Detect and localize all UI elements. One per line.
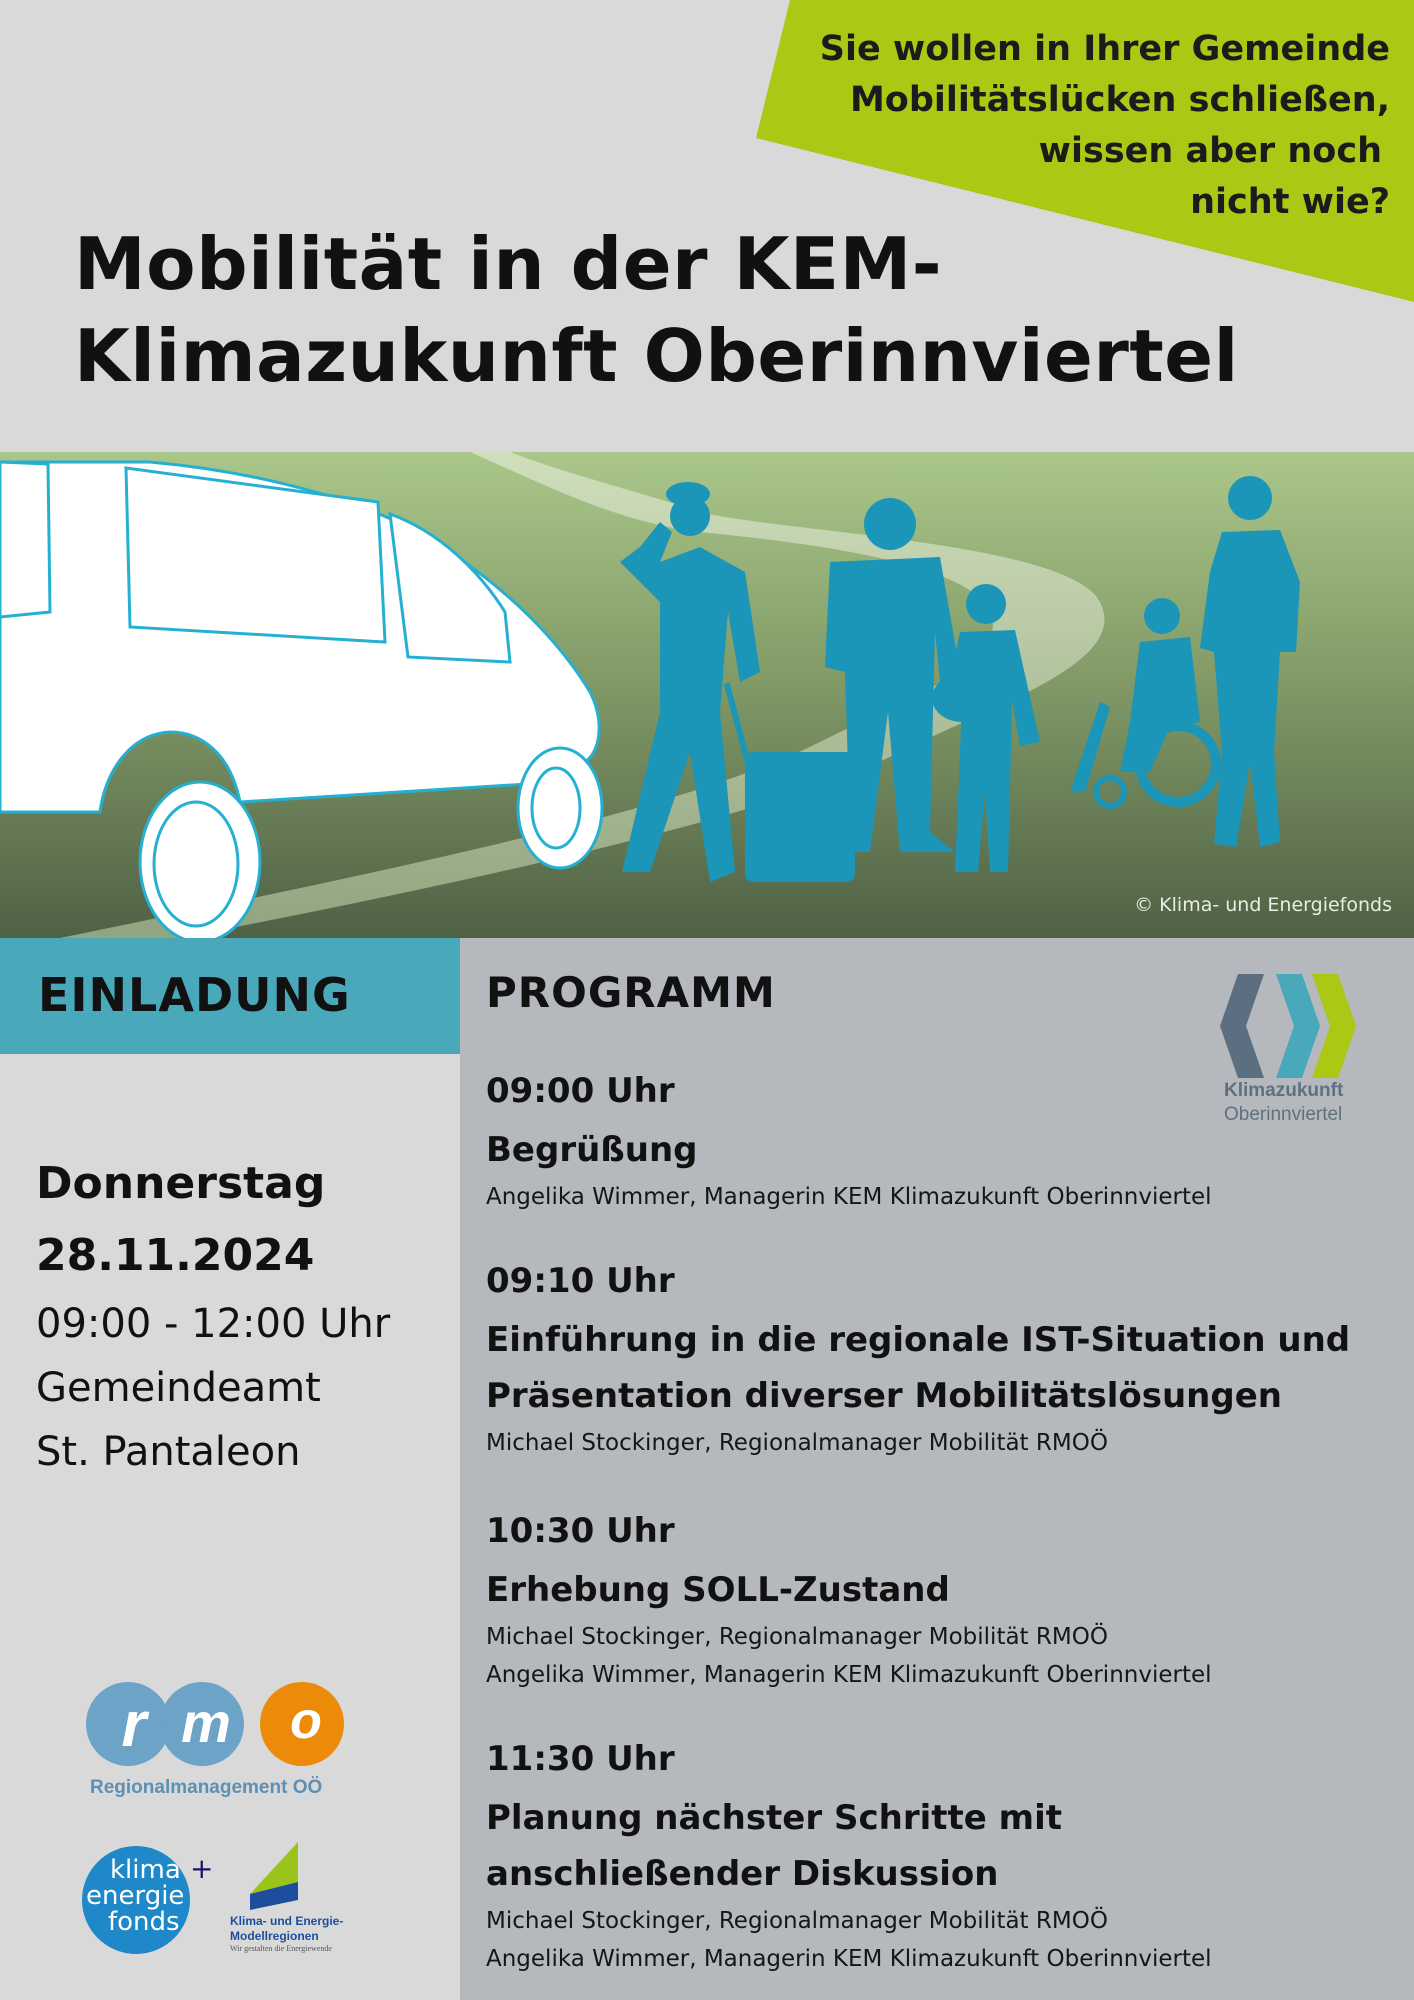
klimazukunft-logo-line-1: Klimazukunft bbox=[1224, 1080, 1344, 1101]
program-panel bbox=[460, 938, 1414, 2000]
event-location-line-1: Gemeindeamt bbox=[36, 1365, 321, 1411]
klima-word: klima bbox=[110, 1855, 181, 1885]
program-item-time: 09:00 Uhr bbox=[486, 1071, 675, 1111]
callout-line: wissen aber noch bbox=[1038, 131, 1382, 171]
image-copyright: © Klima- und Energiefonds bbox=[1134, 894, 1392, 916]
callout-line: Mobilitätslücken schließen, bbox=[849, 80, 1390, 120]
callout-text bbox=[750, 24, 1390, 228]
hero-scene bbox=[0, 452, 1414, 938]
program-item-topic: Präsentation diverser Mobilitätslösungen bbox=[486, 1376, 1282, 1416]
program-item-topic: Planung nächster Schritte mit bbox=[486, 1798, 1062, 1838]
program-item-speaker: Michael Stockinger, Regionalmanager Mobilität RMOÖ bbox=[486, 1624, 1108, 1650]
rmo-letter-m: m bbox=[181, 1691, 231, 1754]
program-item bbox=[486, 1508, 1396, 1694]
fonds-word: fonds bbox=[108, 1907, 180, 1937]
invitation-label-bar bbox=[0, 938, 460, 1054]
program-item-time: 11:30 Uhr bbox=[486, 1739, 675, 1779]
klimazukunft-logo bbox=[1220, 970, 1370, 1082]
klima-energie-fonds-logo bbox=[80, 1840, 220, 1960]
title-line-2: Klimazukunft Oberinnviertel bbox=[74, 314, 1239, 398]
program-item bbox=[486, 1068, 1396, 1216]
header bbox=[0, 0, 1414, 452]
event-location-line-2: St. Pantaleon bbox=[36, 1429, 301, 1475]
klima-plus: + bbox=[190, 1852, 214, 1885]
rmo-letter-r: r bbox=[121, 1688, 147, 1760]
kem-caption-2: Modellregionen bbox=[230, 1929, 319, 1943]
program-item-topic: anschließender Diskussion bbox=[486, 1854, 999, 1894]
program-item-topic: Begrüßung bbox=[486, 1130, 698, 1170]
rmo-letter-o: o bbox=[290, 1692, 322, 1750]
chevron-right-icon bbox=[1276, 974, 1320, 1078]
program-item-speaker: Michael Stockinger, Regionalmanager Mobilität RMOÖ bbox=[486, 1908, 1108, 1934]
kem-caption-1: Klima- und Energie- bbox=[230, 1914, 344, 1928]
event-day: Donnerstag bbox=[36, 1158, 326, 1209]
energie-word: energie bbox=[86, 1881, 185, 1911]
program-item bbox=[486, 1258, 1396, 1462]
invitation-label: EINLADUNG bbox=[38, 968, 351, 1022]
rmo-caption: Regionalmanagement OÖ bbox=[90, 1777, 323, 1798]
klimazukunft-logo-line-2: Oberinnviertel bbox=[1224, 1104, 1343, 1125]
program-item-speaker: Michael Stockinger, Regionalmanager Mobilität RMOÖ bbox=[486, 1430, 1108, 1456]
kem-caption-3: Wir gestalten die Energiewende bbox=[230, 1944, 332, 1953]
program-item bbox=[486, 1736, 1396, 1978]
program-item-speaker: Angelika Wimmer, Managerin KEM Klimazukunft Oberinnviertel bbox=[486, 1946, 1212, 1972]
page-title bbox=[74, 218, 1334, 402]
program-item-speaker: Angelika Wimmer, Managerin KEM Klimazukunft Oberinnviertel bbox=[486, 1184, 1212, 1210]
program-item-topic: Einführung in die regionale IST-Situation und bbox=[486, 1320, 1351, 1360]
program-item-time: 10:30 Uhr bbox=[486, 1511, 675, 1551]
hero-illustration bbox=[0, 452, 1414, 938]
program-item-time: 09:10 Uhr bbox=[486, 1261, 675, 1301]
program-item-topic: Erhebung SOLL-Zustand bbox=[486, 1570, 950, 1610]
program-item-speaker: Angelika Wimmer, Managerin KEM Klimazukunft Oberinnviertel bbox=[486, 1662, 1212, 1688]
event-time: 09:00 - 12:00 Uhr bbox=[36, 1301, 391, 1347]
event-date: 28.11.2024 bbox=[36, 1230, 315, 1281]
chevron-left-icon bbox=[1220, 974, 1264, 1078]
program-label: PROGRAMM bbox=[486, 968, 776, 1017]
callout-line: nicht wie? bbox=[1190, 182, 1390, 222]
callout-line: Sie wollen in Ihrer Gemeinde bbox=[819, 29, 1390, 69]
title-line-1: Mobilität in der KEM- bbox=[74, 222, 943, 306]
